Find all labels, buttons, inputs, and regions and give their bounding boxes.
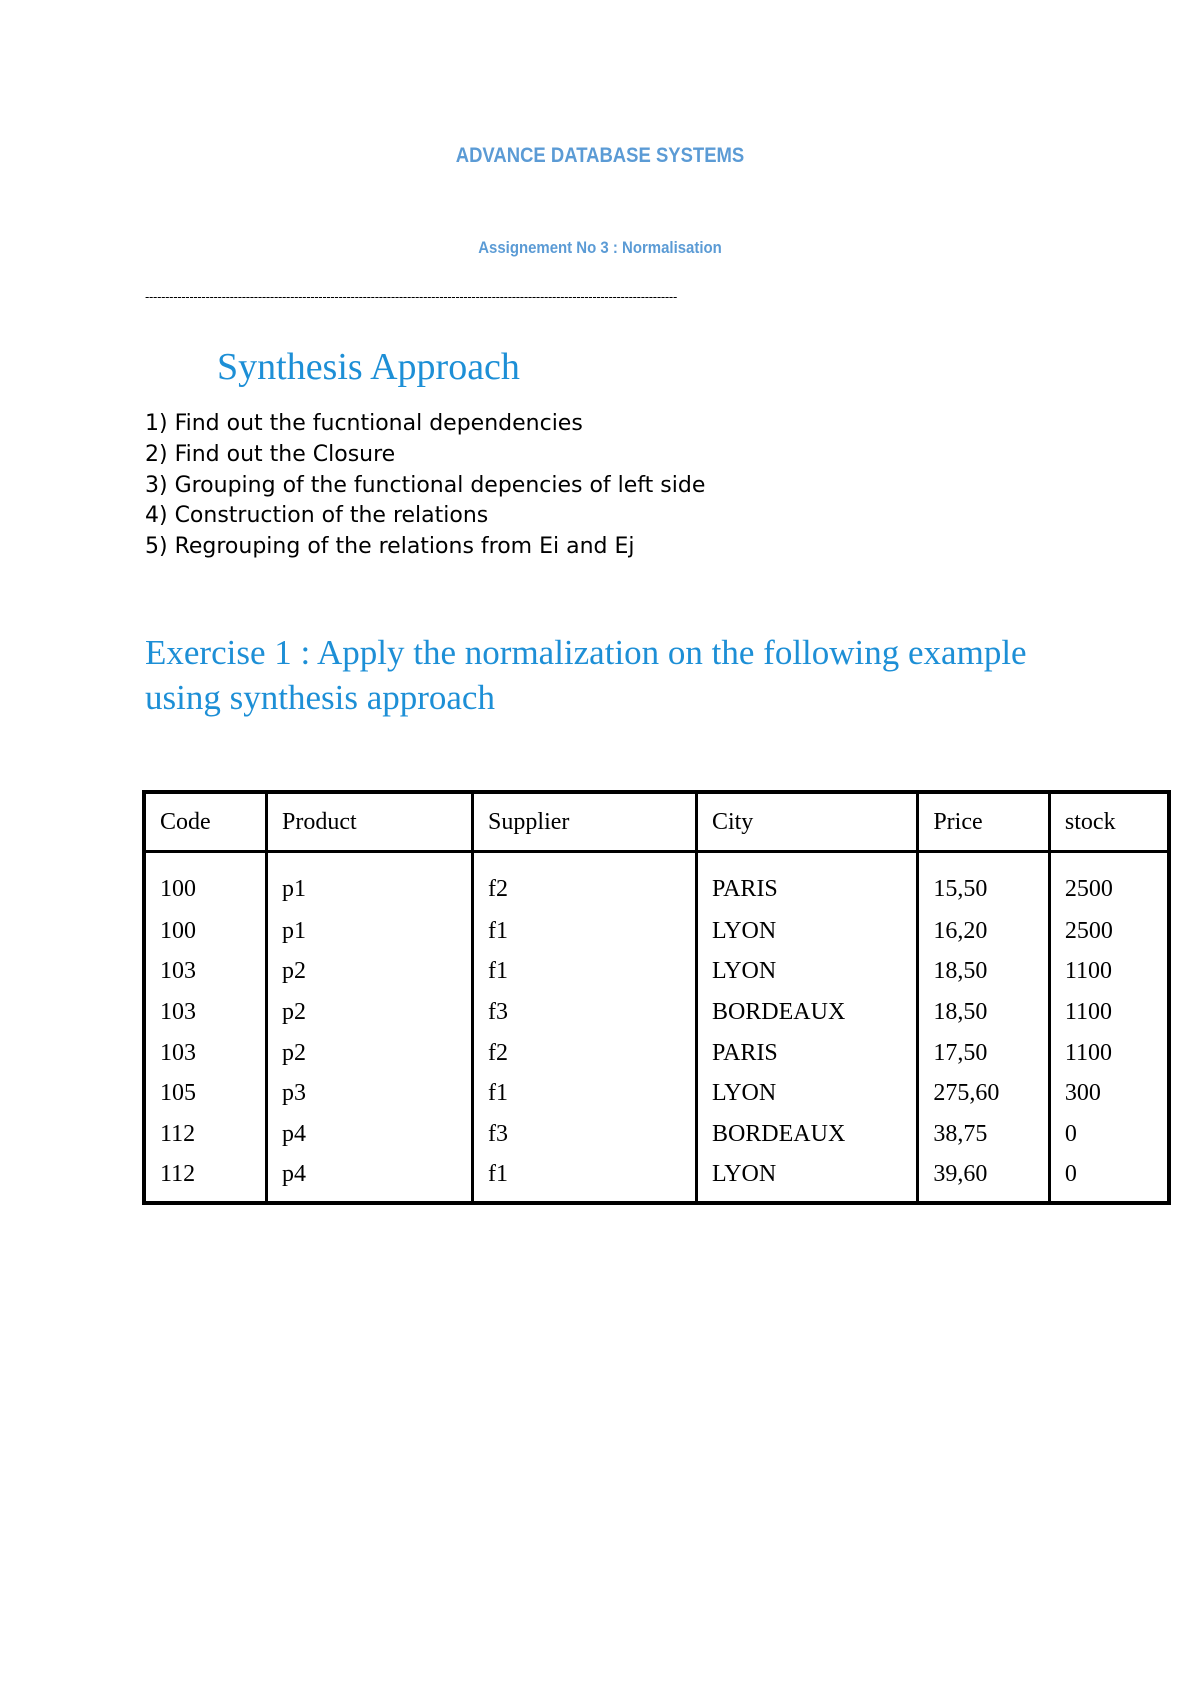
cell-stock: 1100 [1049,992,1169,1033]
step-item: 4) Construction of the relations [145,503,489,529]
cell-stock: 2500 [1049,911,1169,952]
cell-stock: 1100 [1049,1033,1169,1074]
cell-price: 18,50 [918,952,1050,993]
table-row [144,992,1169,1033]
table-row [144,1155,1169,1204]
step-item: 3) Grouping of the functional depencies of left side [145,472,706,498]
dashed-separator: ------------------------------------------------------------------------------------------------------------------------------------ [145,290,677,304]
cell-stock: 0 [1049,1155,1169,1204]
cell-city: LYON [696,952,917,993]
step-item: 1) Find out the fucntional dependencies [145,411,583,436]
cell-city: PARIS [696,852,917,912]
cell-stock: 2500 [1049,852,1169,912]
cell-code: 103 [160,1039,196,1066]
cell-price: 15,50 [918,852,1050,912]
cell-product: p2 [267,992,473,1033]
cell-stock: 300 [1049,1073,1169,1114]
synthesis-approach-heading: Synthesis Approach [217,346,520,388]
cell-product: p2 [267,1033,473,1074]
cell-city: LYON [696,911,917,952]
cell-supplier: f1 [473,1073,697,1114]
table-row [144,1114,1169,1155]
cell-price: 16,20 [918,911,1050,952]
cell-supplier: f1 [473,1155,697,1204]
table-header-row [144,792,1169,852]
column-header-stock: stock [1049,792,1169,852]
column-header-city: City [696,792,917,852]
cell-code: 112 [160,1161,196,1188]
cell-stock: 1100 [1049,952,1169,993]
cell-city: LYON [696,1073,917,1114]
cell-code: 112 [160,1120,196,1147]
assignment-subtitle: Assignement No 3 : Normalisation [478,238,722,257]
cell-product: p4 [267,1155,473,1204]
cell-supplier: f1 [473,952,697,993]
step-item: 5) Regrouping of the relations from Ei and Ej [145,534,635,560]
cell-product: p1 [267,852,473,912]
column-header-price: Price [918,792,1050,852]
table-row [144,911,1169,952]
cell-supplier: f1 [473,911,697,952]
column-header-supplier: Supplier [473,792,697,852]
cell-city: BORDEAUX [696,992,917,1033]
table-row [144,952,1169,993]
cell-supplier: f2 [473,852,697,912]
product-supplier-table [142,790,1171,1205]
table-row [144,1073,1169,1114]
synthesis-steps-list [145,409,705,563]
cell-price: 17,50 [918,1033,1050,1074]
cell-price: 18,50 [918,992,1050,1033]
cell-price: 275,60 [918,1073,1050,1114]
column-header-code: Code [144,792,267,852]
cell-city: BORDEAUX [696,1114,917,1155]
cell-price: 39,60 [918,1155,1050,1204]
exercise-1-heading: Exercise 1 : Apply the normalization on the following example using synthesis approach [145,633,1027,717]
table-row [144,852,1169,912]
cell-code: 100 [160,875,196,902]
cell-product: p1 [267,911,473,952]
cell-price: 38,75 [918,1114,1050,1155]
cell-stock: 0 [1049,1114,1169,1155]
cell-code: 103 [160,998,196,1025]
cell-product: p2 [267,952,473,993]
table-row [144,1033,1169,1074]
cell-city: PARIS [696,1033,917,1074]
cell-supplier: f3 [473,1114,697,1155]
document-title: ADVANCE DATABASE SYSTEMS [455,144,745,167]
cell-product: p4 [267,1114,473,1155]
cell-product: p3 [267,1073,473,1114]
cell-supplier: f2 [473,1033,697,1074]
cell-code: 103 [160,958,196,985]
cell-city: LYON [696,1155,917,1204]
cell-code: 105 [160,1080,196,1107]
column-header-product: Product [267,792,473,852]
step-item: 2) Find out the Closure [145,441,396,467]
cell-code: 100 [160,917,196,944]
cell-supplier: f3 [473,992,697,1033]
